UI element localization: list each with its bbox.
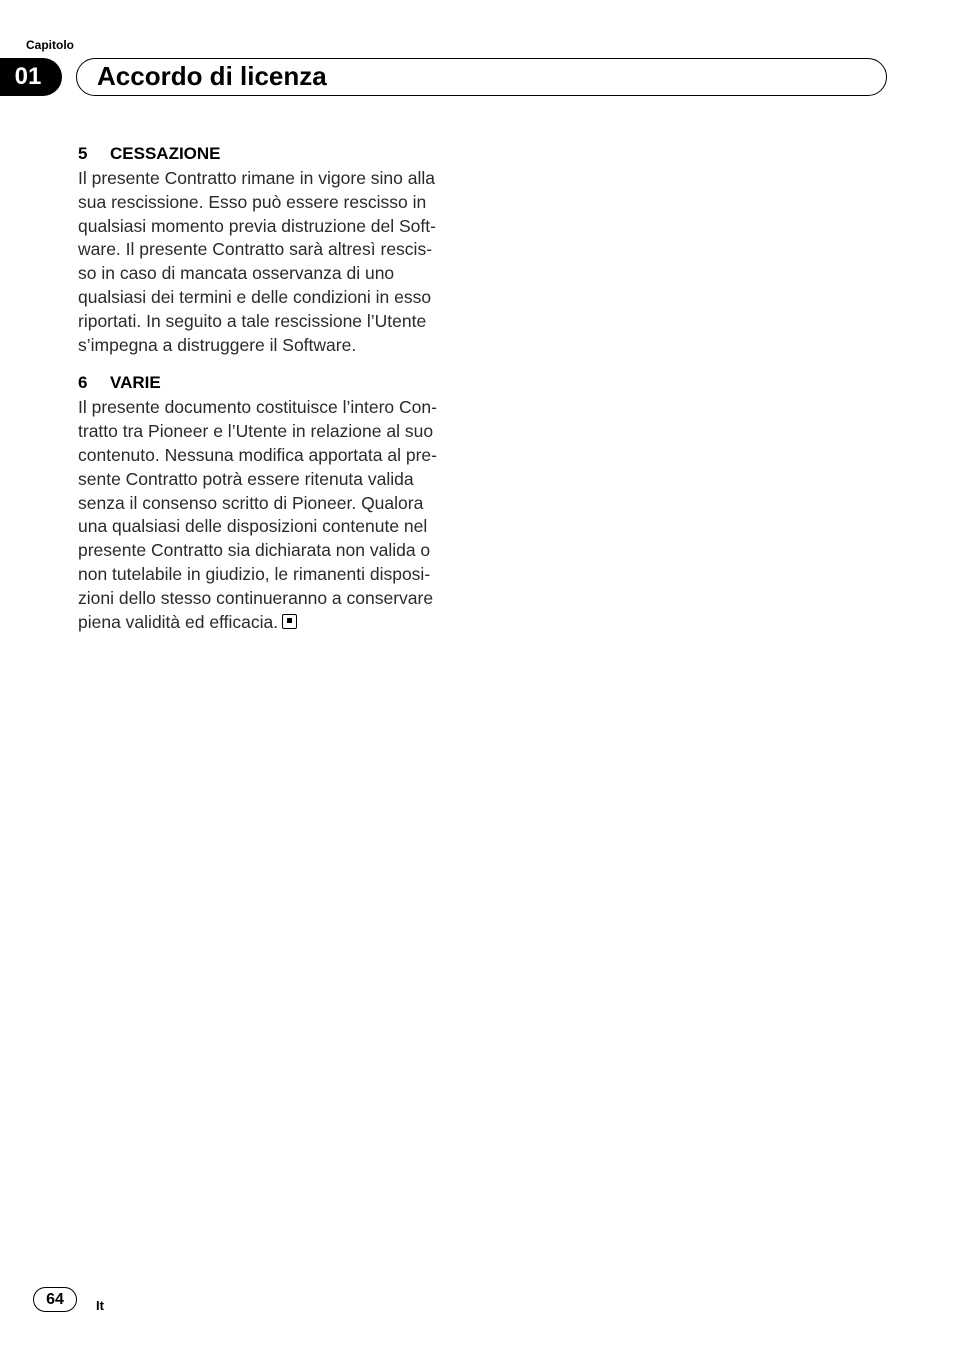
chapter-number-badge: 01 xyxy=(0,58,62,96)
section-cessazione xyxy=(78,144,470,357)
section-heading xyxy=(78,144,470,164)
end-mark-icon xyxy=(282,614,297,629)
chapter-label: Capitolo xyxy=(26,38,74,52)
section-body: Il presente Contratto rimane in vigore sino alla sua rescissione. Esso può essere rescisso in qualsiasi momento previa distruzione del Soft- ware. Il presente Contratto sarà altresì rescis- so in caso di mancata osservanza di uno qualsiasi dei termini e delle condizioni in esso riportati. In seguito a tale rescissione l’Utente s’impegna a distruggere il Software. xyxy=(78,168,436,355)
chapter-title: Accordo di licenza xyxy=(97,61,327,91)
section-number: 5 xyxy=(78,144,88,163)
section-body xyxy=(78,396,470,634)
chapter-title-box xyxy=(76,58,887,96)
section-heading xyxy=(78,373,470,393)
main-content xyxy=(78,144,470,634)
section-varie xyxy=(78,373,470,634)
section-title: VARIE xyxy=(110,373,161,393)
language-code: It xyxy=(96,1298,104,1313)
section-body-text: Il presente documento costituisce l’intero Con- tratto tra Pioneer e l’Utente in relazione al suo contenuto. Nessuna modifica apportata al pre- sente Contratto potrà essere ritenuta valida senza il consenso scritto di Pioneer. Qualora una qualsiasi delle disposizioni contenute nel presente Contratto sia dichiarata non valida o non tutelabile in giudizio, le rimanenti disposi- zioni dello stesso continueranno a conservare piena validità ed efficacia. xyxy=(78,397,437,632)
section-number: 6 xyxy=(78,373,88,393)
page-number: 64 xyxy=(33,1287,77,1312)
section-title: CESSAZIONE xyxy=(110,144,221,163)
